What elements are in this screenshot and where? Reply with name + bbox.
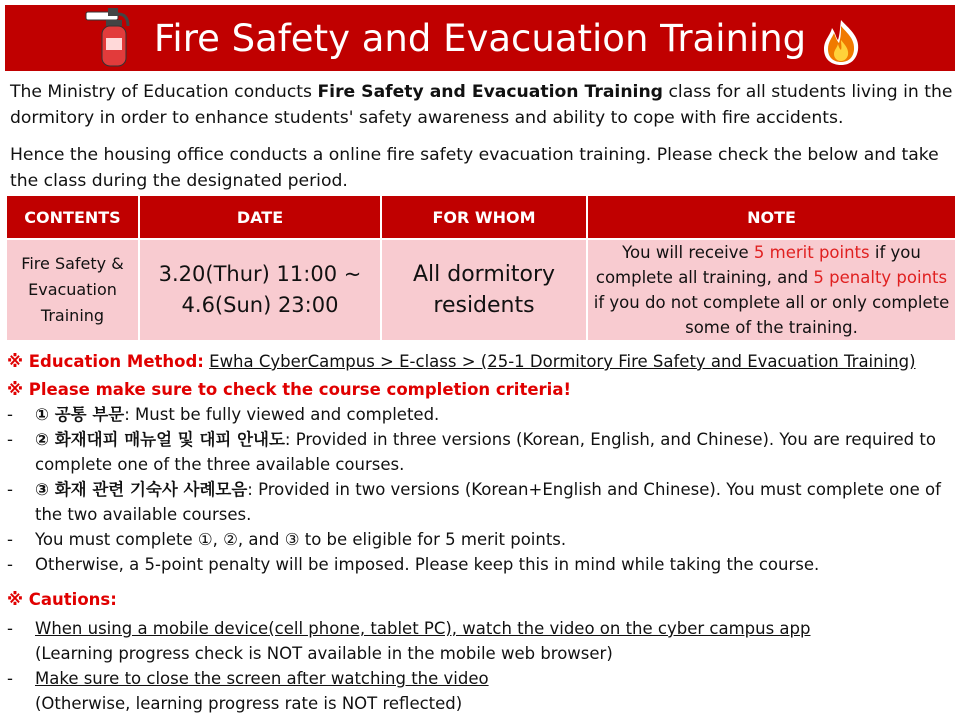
criteria-item-label: ③ 화재 관련 기숙사 사례모음 (35, 480, 248, 499)
intro-paragraph-1 (10, 79, 955, 131)
contents-line: Evacuation (28, 280, 117, 299)
criteria-item-label: ① 공통 부문 (35, 405, 125, 424)
bullet-dash: - (7, 555, 13, 574)
note-text: You will receive (622, 243, 754, 262)
fire-extinguisher-icon (82, 6, 138, 68)
list-item (7, 666, 952, 716)
list-item (7, 552, 952, 577)
bullet-dash: - (7, 619, 13, 638)
list-item (7, 527, 952, 552)
criteria-item-label: ② 화재대피 매뉴얼 및 대피 안내도 (35, 430, 285, 449)
criteria-item-text: : Provided in two versions (Korean+English and Chinese). You must complete one of the two available courses. (35, 480, 941, 524)
title-banner (5, 5, 955, 71)
date-line: 3.20(Thur) 11:00 ~ (158, 262, 362, 286)
header-date: DATE (139, 195, 381, 239)
cell-contents (6, 239, 139, 341)
date-line: 4.6(Sun) 23:00 (181, 293, 339, 317)
intro-text-rest: class for all students living in the dormitory in order to enhance students' safety awareness and ability to cope with fire accidents. (10, 82, 953, 128)
cell-note (587, 239, 956, 341)
table-header-row (6, 195, 956, 239)
note-merit-points: 5 merit points (753, 243, 870, 262)
method-label: ※ Education Method: (7, 352, 204, 371)
criteria-item-text: : Provided in three versions (Korean, English, and Chinese). You are required to complete one of the three available courses. (35, 430, 936, 474)
bullet-dash: - (7, 430, 13, 449)
criteria-item-text: You must complete ①, ②, and ③ to be eligible for 5 merit points. (35, 530, 567, 549)
contents-line: Training (40, 306, 105, 325)
flame-icon (820, 18, 862, 66)
caution-sub: (Learning progress check is NOT available in the mobile web browser) (35, 644, 613, 663)
note-text: if you complete all training, and (595, 243, 921, 287)
header-note: NOTE (587, 195, 956, 239)
intro-bold-course: Fire Safety and Evacuation Training (317, 82, 663, 102)
cell-date (139, 239, 381, 341)
caution-main: When using a mobile device(cell phone, tablet PC), watch the video on the cyber campus app (35, 619, 811, 638)
note-penalty-points: 5 penalty points (813, 268, 948, 287)
header-contents: CONTENTS (6, 195, 139, 239)
header-for-whom: FOR WHOM (381, 195, 587, 239)
contents-line: Fire Safety & (21, 254, 124, 273)
intro-text: The Ministry of Education conducts (10, 82, 318, 102)
bullet-dash: - (7, 405, 13, 424)
cautions-heading: ※ Cautions: (7, 590, 117, 609)
caution-sub: (Otherwise, learning progress rate is NOT reflected) (35, 694, 463, 713)
list-item (7, 427, 952, 477)
criteria-list (7, 402, 952, 577)
list-item (7, 402, 952, 427)
criteria-item-text: Otherwise, a 5-point penalty will be imposed. Please keep this in mind while taking the course. (35, 555, 820, 574)
page-title: Fire Safety and Evacuation Training (153, 16, 807, 60)
bullet-dash: - (7, 480, 13, 499)
list-item (7, 616, 952, 666)
criteria-heading: ※ Please make sure to check the course completion criteria! (7, 380, 571, 399)
caution-main: Make sure to close the screen after watching the video (35, 669, 489, 688)
whom-line: All dormitory (412, 262, 556, 287)
intro-paragraph-2: Hence the housing office conducts a online fire safety evacuation training. Please check the below and take the class during the designated period. (10, 145, 939, 191)
training-info-table (5, 194, 957, 342)
method-path-link[interactable]: Ewha CyberCampus > E-class > (25-1 Dormitory Fire Safety and Evacuation Training) (209, 352, 916, 371)
table-row (6, 239, 956, 341)
list-item (7, 477, 952, 527)
bullet-dash: - (7, 530, 13, 549)
criteria-item-text: : Must be fully viewed and completed. (124, 405, 440, 424)
note-text: if you do not complete all or only complete some of the training. (593, 293, 950, 337)
cell-for-whom (381, 239, 587, 341)
bullet-dash: - (7, 669, 13, 688)
cautions-list (7, 616, 952, 716)
whom-line: residents (433, 293, 535, 318)
education-method (7, 350, 916, 374)
